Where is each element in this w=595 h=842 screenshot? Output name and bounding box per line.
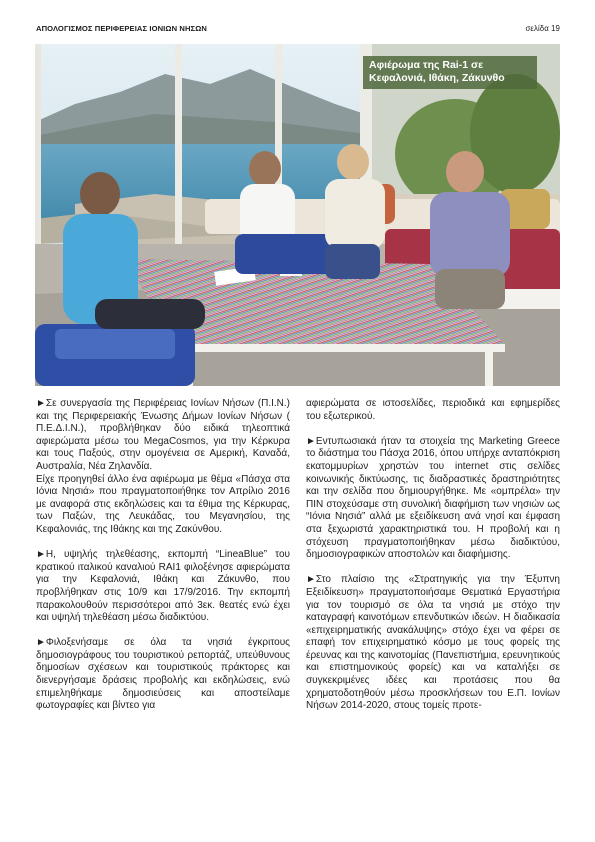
page-header [36, 24, 560, 36]
right-column [306, 398, 560, 713]
paragraph-easter: Είχε προηγηθεί άλλο ένα αφιέρωμα με θέμα «Πάσχα στα Ιόνια Νησιά» που πραγματοποιήθηκε τον Απρίλιο 2016 με αναφορά στις εκδηλώσεις και τα έθιμα της Κέρκυρας, των Παξών, της Λευκάδας, του Μεγανησίου, της Κεφαλονιάς, της Ιθάκης και της Ζακύνθου. [36, 473, 290, 535]
paragraph-smart-specialisation: ►Στο πλαίσιο της «Στρατηγικής για την Έξυπνη Εξειδίκευση» πραγματοποιήσαμε Θεματικά Εργαστήρια για τον τουρισμό σε όλα τα νησιά με στόχο την καταγραφή καινοτόμων επενδυτικών ιδεών. Η διαδικασία «επιχειρηματικής ανακάλυψης» στόχο έχει να φέρει σε επαφή τον επιχειρηματικό κόσμο με τους φορείς της έρευνας και της καινοτομίας (Πανεπιστήμια, ερευνητικούς και επιστημονικούς φορείς) και να καταλήξει σε συγκεκριμένες ιδέες και προτάσεις που θα χρηματοδοτηθούν μέσω προσκλήσεων του Ε.Π. Ιονίων Νήσων 2014-2020, στους τομείς προτε- [306, 574, 560, 712]
paragraph-continuation: αφιερώματα σε ιστοσελίδες, περιοδικά και εφημερίδες του εξωτερικού. [306, 398, 560, 422]
paragraph-journalists: ►Φιλοξενήσαμε σε όλα τα νησιά έγκριτους δημοσιογράφους του τουριστικού ρεπορτάζ, υπεύθυνους δημοσίων σχέσεων και τουριστικούς πράκτορες και διενεργήσαμε δράσεις προβολής και εκδηλώσεις, ενώ επιμεληθήκαμε δημοσιεύσεις και αποστείλαμε φωτογραφίες και βίντεο για [36, 637, 290, 712]
report-title: ΑΠΟΛΟΓΙΣΜΟΣ ΠΕΡΙΦΕΡΕΙΑΣ ΙΟΝΙΩΝ ΝΗΣΩΝ [36, 24, 207, 33]
paragraph-marketing-greece: ►Εντυπωσιακά ήταν τα στοιχεία της Marketing Greece το διάστημα του Πάσχα 2016, όπου υπήρχε ανταπόκριση εκατομμυρίων χρηστών του internet στις σελίδες κοινωνικής δικτύωσης, τις διαδραστικές δραστηριότητες και την σελίδα που δημιουργήθηκε. Με «ομπρέλα» την ΠΙΝ στοχεύσαμε στη συνολική διαφήμιση των νησιών ως “Ιόνια Νησιά” αλλά με εξειδίκευση ανά νησί και έμφαση στα ξεχωριστά χαρακτηριστικά του. Η προβολή και η στόχευση πραγματοποιήθηκαν μέσω διαδικτύου, δημοσιογραφικών αποστολών και διαφήμισης. [306, 435, 560, 561]
photo-caption: Αφιέρωμα της Rai-1 σε Κεφαλονιά, Ιθάκη, Ζάκυνθο [363, 56, 537, 89]
paragraph-lineablue: ►Η, υψηλής τηλεθέασης, εκπομπή “LineaBlue” του κρατικού ιταλικού καναλιού RAI1 φιλοξένησε αφιερώματα για την Κεφαλονιά, Ιθάκη και Ζάκυνθο, που προβλήθηκαν στις 10/9 και 17/9/2016. Την εκπομπή παρακολουθούν περισσότεροι από 3εκ. θεατές ενώ έχει και υψηλή τηλεθέαση μέσω διαδικτύου. [36, 549, 290, 624]
photo-illustration [35, 44, 560, 386]
paragraph-megacosmos: ►Σε συνεργασία της Περιφέρειας Ιονίων Νήσων (Π.Ι.Ν.) και της Περιφερειακής Ένωσης Δήμων Ιονίων Νήσων ( Π.Ε.Δ.Ι.Ν.), προβλήθηκαν δύο ειδικά τηλεοπτικά αφιερώματα μέσω του MegaCosmos, για την Κέρκυρα και τους Παξούς, στην ομογένεια σε Αμερική, Καναδά, Αυστραλία, Νέα Ζηλανδία. [36, 398, 290, 472]
interview-photo [35, 44, 560, 386]
left-column [36, 398, 290, 713]
page-number: σελίδα 19 [525, 24, 560, 33]
